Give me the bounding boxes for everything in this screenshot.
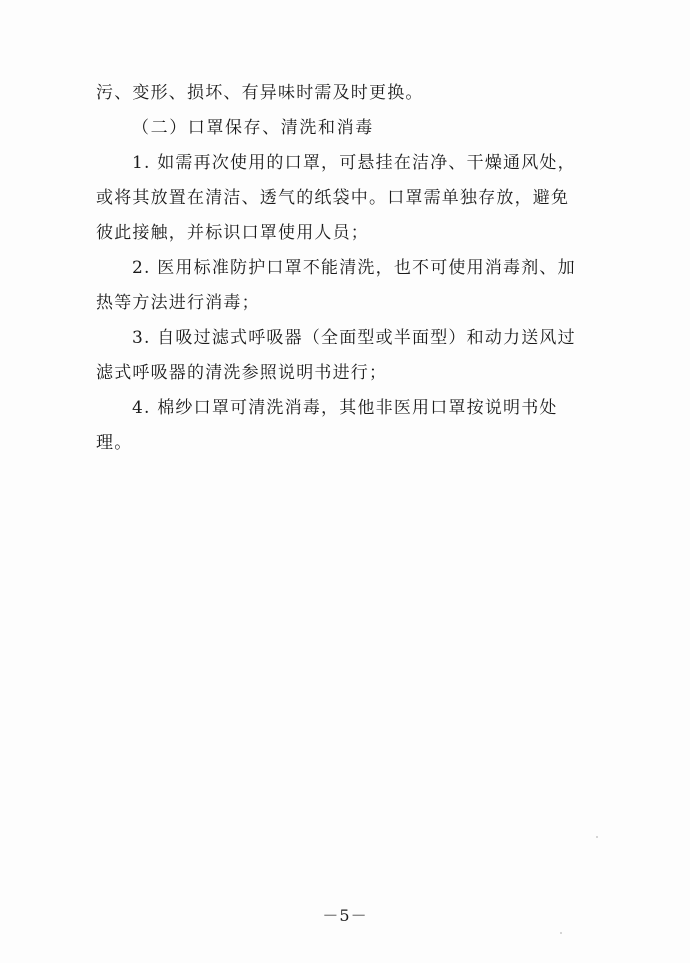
text-line: 1. 如需再次使用的口罩，可悬挂在洁净、干燥通风处， bbox=[132, 153, 576, 173]
text-line: 2. 医用标准防护口罩不能清洗，也不可使用消毒剂、加 bbox=[132, 258, 576, 278]
text-line: 滤式呼吸器的清洗参照说明书进行； bbox=[96, 363, 388, 383]
text-line: 热等方法进行消毒； bbox=[96, 293, 260, 313]
text-line: 理。 bbox=[96, 433, 133, 453]
text-line: 4. 棉纱口罩可清洗消毒，其他非医用口罩按说明书处 bbox=[132, 398, 558, 418]
scan-speck bbox=[596, 836, 598, 838]
text-line: 污、变形、损坏、有异味时需及时更换。 bbox=[96, 83, 424, 103]
page-number: －5－ bbox=[322, 906, 368, 925]
scan-speck bbox=[560, 932, 562, 934]
document-body bbox=[96, 76, 596, 461]
text-line: 彼此接触，并标识口罩使用人员； bbox=[96, 223, 369, 243]
text-line: 或将其放置在清洁、透气的纸袋中。口罩需单独存放，避免 bbox=[96, 188, 570, 208]
section-heading: （二）口罩保存、清洗和消毒 bbox=[132, 118, 374, 138]
text-line: 3. 自吸过滤式呼吸器（全面型或半面型）和动力送风过 bbox=[132, 328, 576, 348]
